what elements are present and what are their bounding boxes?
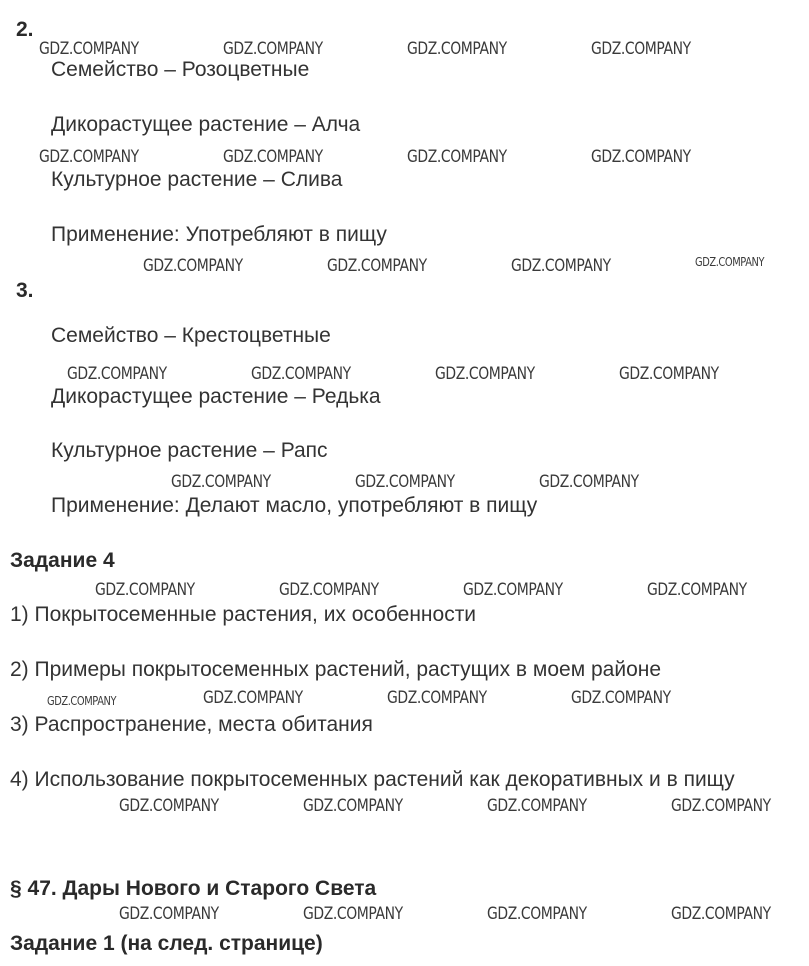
item-3-number: 3. [16,279,34,302]
watermark: GDZ.COMPANY [671,904,771,924]
item-2-wild-plant: Дикорастущее растение – Алча [51,113,361,136]
task-4-item-2: 2) Примеры покрытосеменных растений, растущих в моем районе [10,658,662,681]
section-task-1: Задание 1 (на след. странице) [10,932,323,955]
watermark: GDZ.COMPANY [171,472,271,492]
watermark: GDZ.COMPANY [591,147,691,167]
watermark: GDZ.COMPANY [119,904,219,924]
watermark: GDZ.COMPANY [671,796,771,816]
watermark: GDZ.COMPANY [647,580,747,600]
task-4-item-1: 1) Покрытосеменные растения, их особенности [10,603,477,626]
watermark: GDZ.COMPANY [487,904,587,924]
watermark: GDZ.COMPANY [591,39,691,59]
watermark: GDZ.COMPANY [463,580,563,600]
watermark: GDZ.COMPANY [279,580,379,600]
watermark: GDZ.COMPANY [67,364,167,384]
item-3-cultivated-plant: Культурное растение – Рапс [51,439,328,462]
watermark: GDZ.COMPANY [95,580,195,600]
watermark: GDZ.COMPANY [571,688,671,708]
watermark: GDZ.COMPANY [539,472,639,492]
watermark: GDZ.COMPANY [303,904,403,924]
watermark: GDZ.COMPANY [355,472,455,492]
watermark: GDZ.COMPANY [47,694,117,708]
item-2-use: Применение: Употребляют в пищу [51,223,387,246]
item-2-cultivated-plant: Культурное растение – Слива [51,168,343,191]
watermark: GDZ.COMPANY [223,39,323,59]
watermark: GDZ.COMPANY [487,796,587,816]
watermark: GDZ.COMPANY [203,688,303,708]
watermark: GDZ.COMPANY [695,255,765,269]
watermark: GDZ.COMPANY [387,688,487,708]
watermark: GDZ.COMPANY [223,147,323,167]
task-4-item-4: 4) Использование покрытосеменных растений как декоративных и в пищу [10,768,735,791]
watermark: GDZ.COMPANY [39,147,139,167]
item-2-family: Семейство – Розоцветные [51,58,310,81]
watermark: GDZ.COMPANY [619,364,719,384]
item-3-family: Семейство – Крестоцветные [51,324,331,347]
item-2-number: 2. [16,18,34,41]
watermark: GDZ.COMPANY [303,796,403,816]
watermark: GDZ.COMPANY [251,364,351,384]
watermark: GDZ.COMPANY [407,39,507,59]
item-3-use: Применение: Делают масло, употребляют в пищу [51,494,538,517]
item-3-wild-plant: Дикорастущее растение – Редька [51,385,381,408]
task-4-item-3: 3) Распространение, места обитания [10,713,373,736]
watermark: GDZ.COMPANY [119,796,219,816]
watermark: GDZ.COMPANY [511,256,611,276]
watermark: GDZ.COMPANY [327,256,427,276]
watermark: GDZ.COMPANY [407,147,507,167]
watermark: GDZ.COMPANY [435,364,535,384]
task-4-heading: Задание 4 [10,549,115,572]
watermark: GDZ.COMPANY [39,39,139,59]
section-title: § 47. Дары Нового и Старого Света [10,877,377,900]
watermark: GDZ.COMPANY [143,256,243,276]
